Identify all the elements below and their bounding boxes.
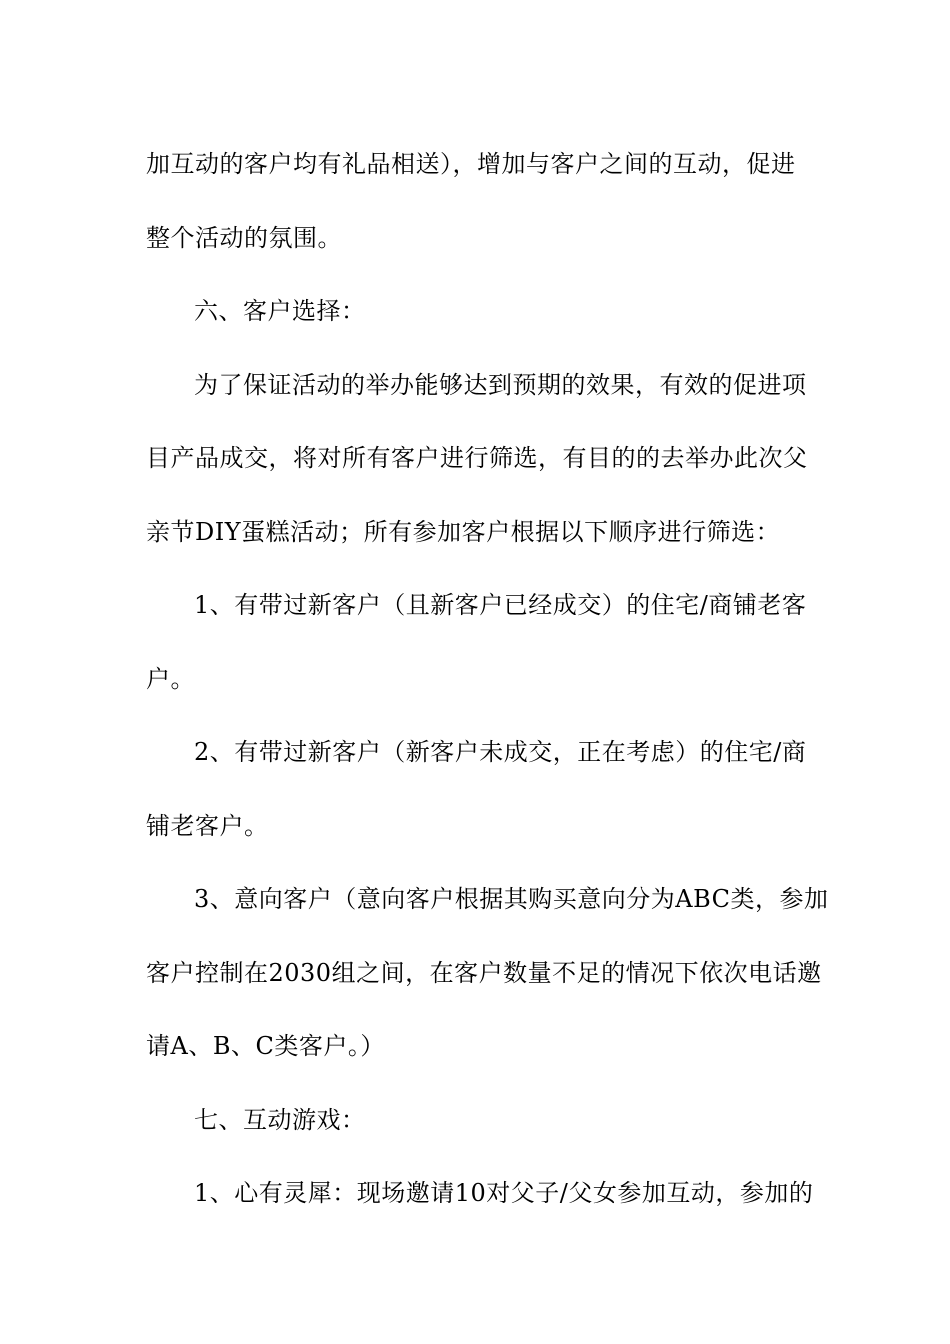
text-line: 户。 xyxy=(146,664,195,693)
list-item-game-1: 1、心有灵犀：现场邀请10对父子/父女参加互动，参加的 xyxy=(194,1179,814,1207)
text-line: 整个活动的氛围。 xyxy=(146,223,342,252)
list-item-1: 1、有带过新客户（且新客户已经成交）的住宅/商铺老客 xyxy=(194,591,807,619)
section-heading-interactive-games: 七、互动游戏： xyxy=(194,1105,366,1134)
text-line: 客户控制在2030组之间，在客户数量不足的情况下依次电话邀 xyxy=(146,958,822,987)
text-line: 为了保证活动的举办能够达到预期的效果，有效的促进项 xyxy=(194,370,807,399)
text-line: 亲节DIY蛋糕活动；所有参加客户根据以下顺序进行筛选： xyxy=(146,517,781,546)
text-line: 加互动的客户均有礼品相送），增加与客户之间的互动，促进 xyxy=(146,150,796,178)
text-line: 铺老客户。 xyxy=(146,811,269,840)
document-body xyxy=(146,128,829,1231)
text-line: 请A、B、C类客户。） xyxy=(146,1032,385,1060)
text-line: 目产品成交，将对所有客户进行筛选，有目的的去举办此次父 xyxy=(146,444,808,472)
list-item-2: 2、有带过新客户（新客户未成交，正在考虑）的住宅/商 xyxy=(194,738,807,766)
section-heading-customer-selection: 六、客户选择： xyxy=(194,297,366,325)
list-item-3: 3、意向客户（意向客户根据其购买意向分为ABC类，参加 xyxy=(194,885,829,913)
